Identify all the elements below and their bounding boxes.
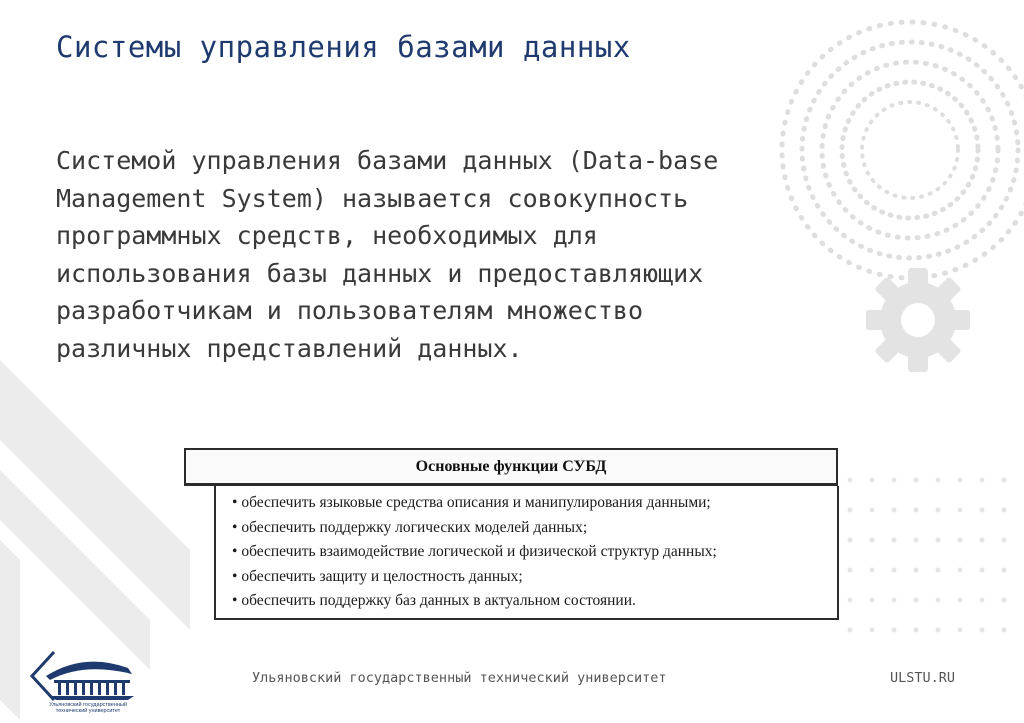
definition-line: программных средств, необходимых для [56, 221, 598, 250]
logo-caption: Ульяновский государственный технический университет [49, 702, 127, 714]
dot-grid-decoration [848, 478, 1007, 633]
footer-university: Ульяновский государственный технический университет [252, 670, 667, 686]
function-item: • обеспечить взаимодействие логической и физической структур данных; [232, 540, 829, 565]
dbms-functions-figure [184, 448, 840, 621]
function-item: • обеспечить поддержку логических моделей данных; [232, 516, 829, 541]
definition-line: Management System) называется совокупность [56, 183, 689, 213]
function-item: • обеспечить поддержку баз данных в актуальном состоянии. [232, 589, 829, 614]
functions-header: Основные функции СУБД [184, 448, 838, 486]
footer-url[interactable]: ULSTU.RU [890, 670, 956, 686]
function-item: • обеспечить языковые средства описания и манипулирования данными; [232, 491, 829, 516]
definition-line: использования базы данных и предоставляющих [56, 258, 704, 288]
function-item: • обеспечить защиту и целостность данных; [232, 565, 829, 590]
definition-line: различных представлений данных. [56, 333, 523, 363]
definition-line: разработчикам и пользователям множество [56, 296, 643, 325]
functions-list [214, 486, 839, 620]
definition-paragraph [56, 142, 976, 367]
definition-line: Системой управления базами данных (Data-base [56, 146, 719, 175]
slide-title: Системы управления базами данных [56, 30, 631, 64]
